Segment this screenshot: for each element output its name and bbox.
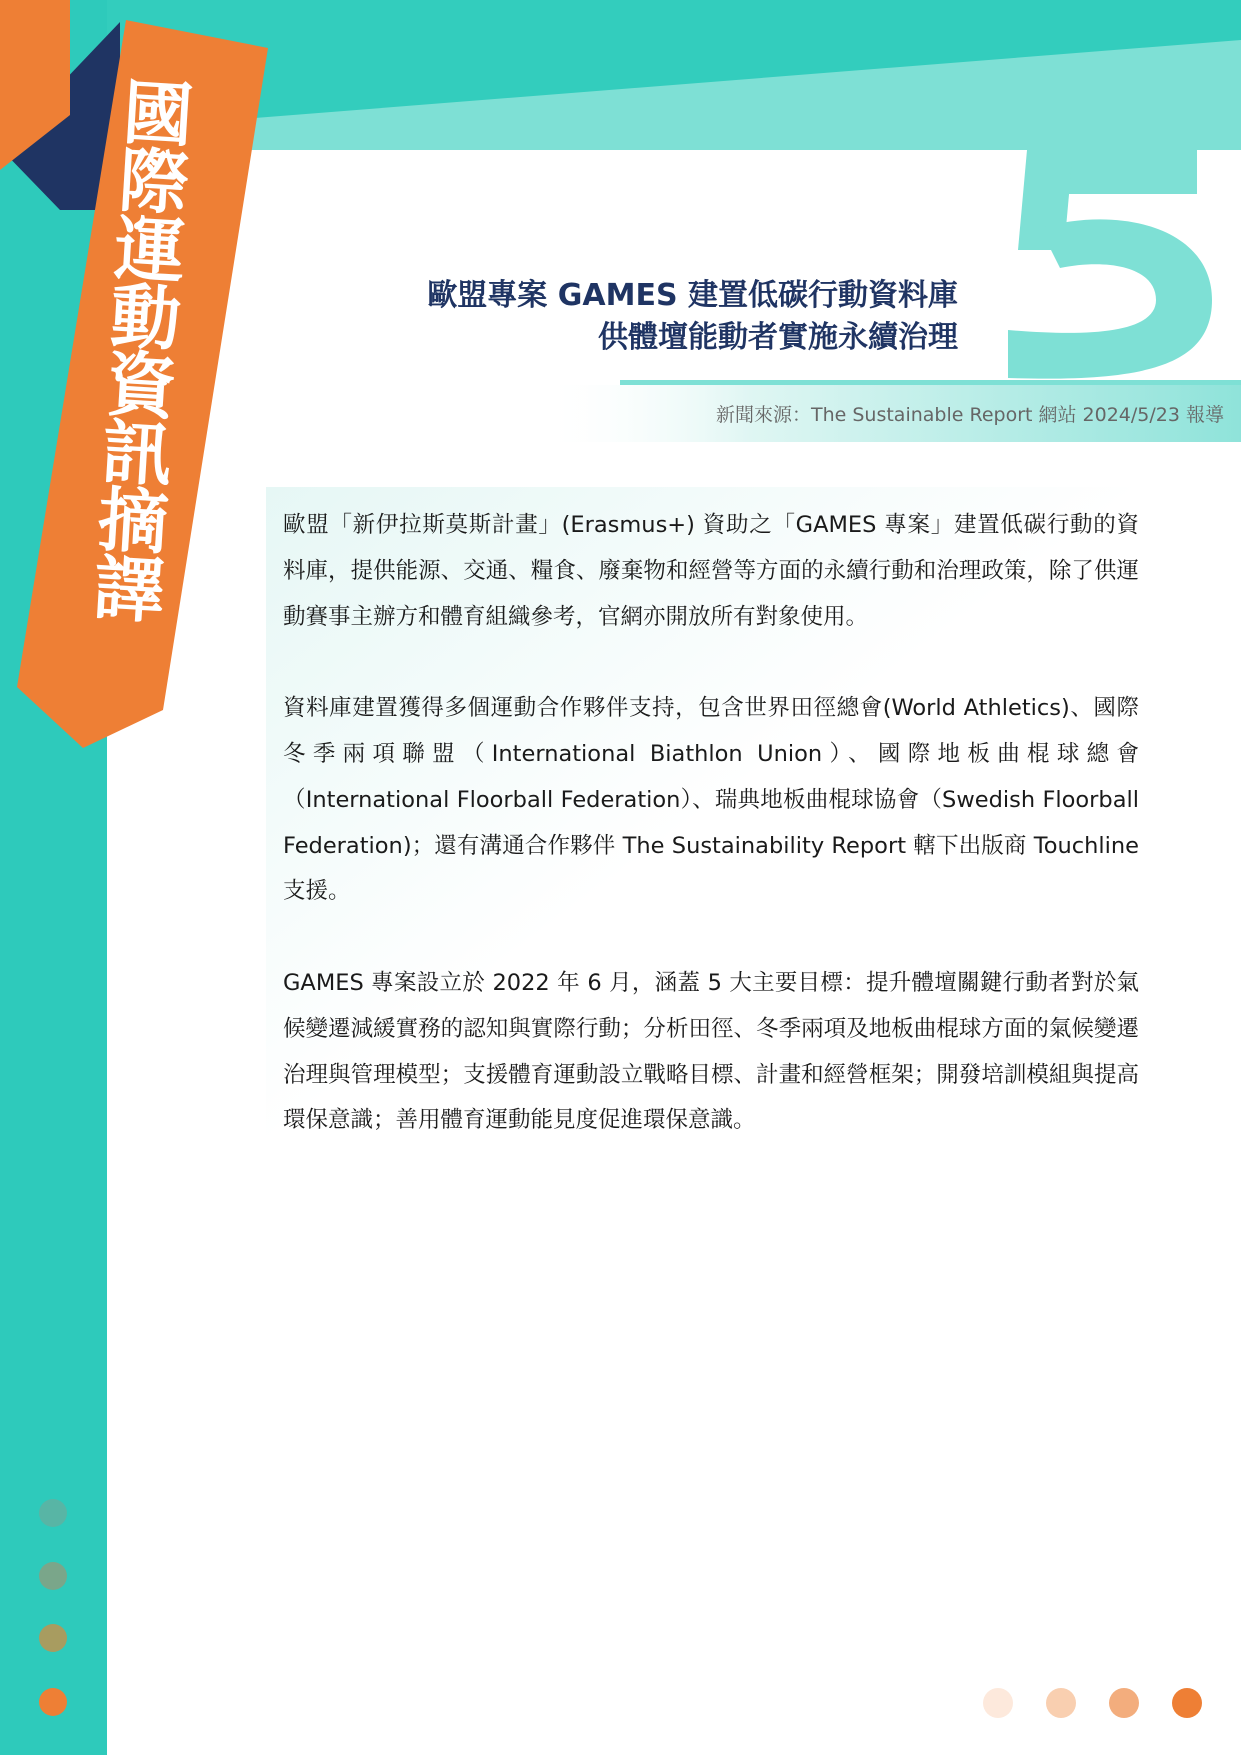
bottom-dot-1 (983, 1688, 1013, 1718)
headline-line-1: 歐盟專案 GAMES 建置低碳行動資料庫 (427, 278, 958, 313)
article-body (283, 503, 1139, 1190)
bottom-dot-3 (1109, 1688, 1139, 1718)
bottom-dot-4 (1172, 1688, 1202, 1718)
section-title: 國際運動資訊摘譯 (80, 74, 196, 623)
left-dot-4 (39, 1688, 67, 1716)
title-rule (620, 380, 1241, 385)
left-dot-1 (39, 1499, 67, 1527)
paragraph-1: 歐盟「新伊拉斯莫斯計畫」(Erasmus+) 資助之「GAMES 專案」建置低碳行動的資料庫，提供能源、交通、糧食、廢棄物和經營等方面的永續行動和治理政策，除了供運動賽事主辦方和體育組織參考，官網亦開放所有對象使用。 (283, 512, 1139, 630)
left-dot-3 (39, 1624, 67, 1652)
paragraph-2: 資料庫建置獲得多個運動合作夥伴支持，包含世界田徑總會(World Athletics)、國際冬季兩項聯盟（International Biathlon Union）、國際地板曲棍球總會（International Floorball Federation）、瑞典地板曲棍球協會（Swedish Floorball Federation)；還有溝通合作夥伴 The Sustainability Report 轄下出版商 Touchline 支援。 (283, 695, 1139, 905)
left-dot-2 (39, 1562, 67, 1590)
headline-line-2: 供體壇能動者實施永續治理 (598, 320, 958, 355)
bottom-dot-2 (1046, 1688, 1076, 1718)
headline (427, 275, 958, 359)
paragraph-3: GAMES 專案設立於 2022 年 6 月，涵蓋 5 大主要目標：提升體壇關鍵行動者對於氣候變遷減緩實務的認知與實際行動；分析田徑、冬季兩項及地板曲棍球方面的氣候變遷治理與管理模型；支援體育運動設立戰略目標、計畫和經營框架；開發培訓模組與提高環保意識；善用體育運動能見度促進環保意識。 (283, 969, 1139, 1134)
news-source: 新聞來源：The Sustainable Report 網站 2024/5/23 報導 (715, 404, 1224, 426)
